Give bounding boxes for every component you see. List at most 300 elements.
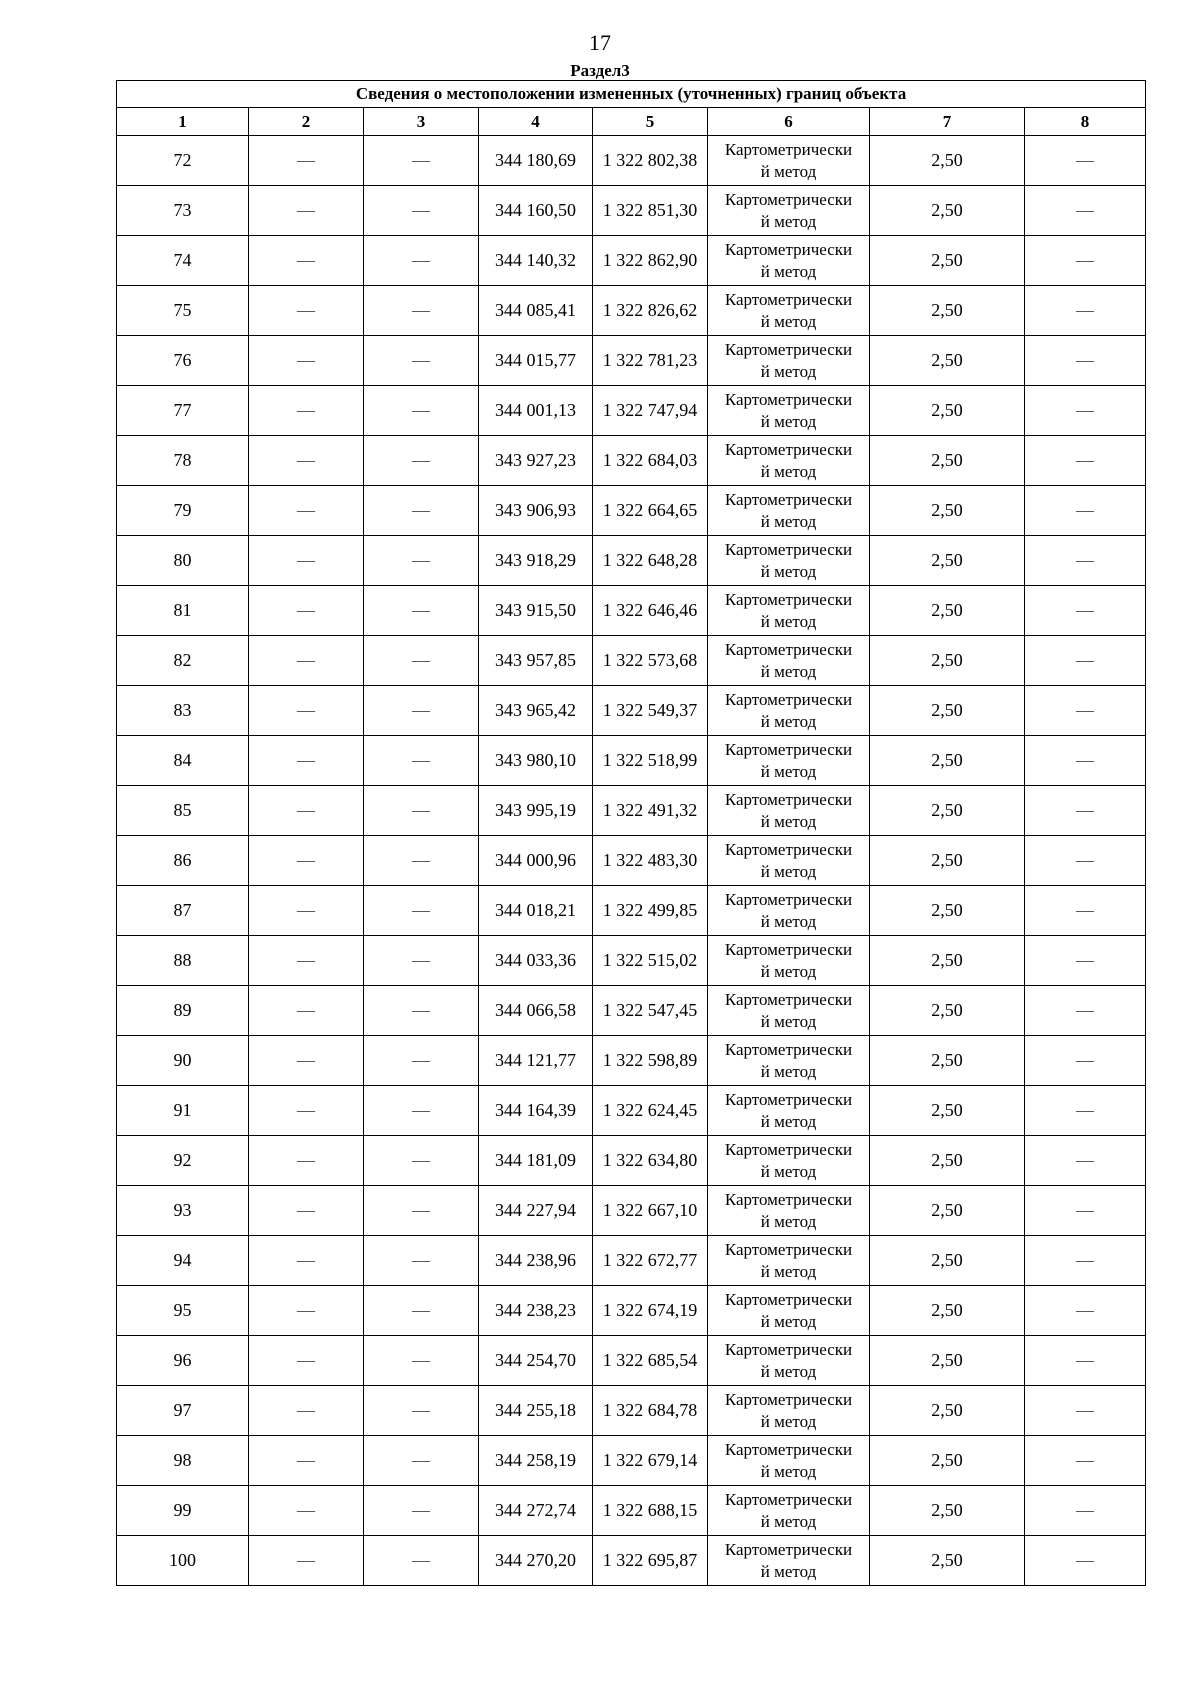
column-8-cell: — <box>1025 536 1146 586</box>
table-body <box>117 136 1146 1586</box>
method-text-line-1: Картометрически <box>724 439 853 459</box>
point-number-cell: 77 <box>117 386 249 436</box>
table-row <box>117 1186 1146 1236</box>
column-header-2: 2 <box>249 108 364 136</box>
accuracy-cell: 2,50 <box>870 536 1025 586</box>
accuracy-cell: 2,50 <box>870 1536 1025 1586</box>
column-8-cell: — <box>1025 186 1146 236</box>
method-text-line-1: Картометрически <box>724 239 853 259</box>
table-row <box>117 886 1146 936</box>
method-text-line-2: й метод <box>760 761 817 781</box>
method-text-line-2: й метод <box>760 611 817 631</box>
column-3-cell: — <box>364 1036 479 1086</box>
y-coordinate-cell: 1 322 573,68 <box>593 636 708 686</box>
method-cell <box>708 836 870 886</box>
y-coordinate-cell: 1 322 674,19 <box>593 1286 708 1336</box>
method-text-line-1: Картометрически <box>724 489 853 509</box>
method-text-line-1: Картометрически <box>724 689 853 709</box>
point-number-cell: 95 <box>117 1286 249 1336</box>
y-coordinate-cell: 1 322 646,46 <box>593 586 708 636</box>
accuracy-cell: 2,50 <box>870 636 1025 686</box>
column-3-cell: — <box>364 436 479 486</box>
table-row <box>117 536 1146 586</box>
accuracy-cell: 2,50 <box>870 736 1025 786</box>
table-row <box>117 386 1146 436</box>
y-coordinate-cell: 1 322 483,30 <box>593 836 708 886</box>
y-coordinate-cell: 1 322 598,89 <box>593 1036 708 1086</box>
column-3-cell: — <box>364 636 479 686</box>
table-row <box>117 1136 1146 1186</box>
method-text-line-2: й метод <box>760 811 817 831</box>
point-number-cell: 80 <box>117 536 249 586</box>
column-2-cell: — <box>249 286 364 336</box>
method-text-line-1: Картометрически <box>724 1389 853 1409</box>
x-coordinate-cell: 343 965,42 <box>479 686 593 736</box>
column-3-cell: — <box>364 686 479 736</box>
column-3-cell: — <box>364 536 479 586</box>
x-coordinate-cell: 344 180,69 <box>479 136 593 186</box>
column-3-cell: — <box>364 1186 479 1236</box>
y-coordinate-cell: 1 322 684,78 <box>593 1386 708 1436</box>
column-8-cell: — <box>1025 1086 1146 1136</box>
column-3-cell: — <box>364 136 479 186</box>
column-8-cell: — <box>1025 286 1146 336</box>
point-number-cell: 100 <box>117 1536 249 1586</box>
method-text-line-1: Картометрически <box>724 1039 853 1059</box>
column-2-cell: — <box>249 1236 364 1286</box>
method-text-line-1: Картометрически <box>724 289 853 309</box>
column-2-cell: — <box>249 636 364 686</box>
column-8-cell: — <box>1025 1436 1146 1486</box>
column-header-5: 5 <box>593 108 708 136</box>
table-row <box>117 1036 1146 1086</box>
column-2-cell: — <box>249 1486 364 1536</box>
column-2-cell: — <box>249 1286 364 1336</box>
y-coordinate-cell: 1 322 648,28 <box>593 536 708 586</box>
method-text-line-1: Картометрически <box>724 1289 853 1309</box>
column-header-row <box>117 108 1146 136</box>
table-row <box>117 786 1146 836</box>
table-row <box>117 136 1146 186</box>
method-text-line-2: й метод <box>760 1311 817 1331</box>
column-8-cell: — <box>1025 1486 1146 1536</box>
column-3-cell: — <box>364 936 479 986</box>
column-2-cell: — <box>249 336 364 386</box>
column-8-cell: — <box>1025 1136 1146 1186</box>
table-row <box>117 736 1146 786</box>
column-8-cell: — <box>1025 1186 1146 1236</box>
column-8-cell: — <box>1025 586 1146 636</box>
method-text-line-1: Картометрически <box>724 189 853 209</box>
table-row <box>117 936 1146 986</box>
x-coordinate-cell: 344 164,39 <box>479 1086 593 1136</box>
column-3-cell: — <box>364 586 479 636</box>
column-2-cell: — <box>249 436 364 486</box>
column-2-cell: — <box>249 1136 364 1186</box>
table-row <box>117 686 1146 736</box>
method-cell <box>708 1486 870 1536</box>
column-3-cell: — <box>364 1436 479 1486</box>
method-text-line-1: Картометрически <box>724 1439 853 1459</box>
method-cell <box>708 186 870 236</box>
column-3-cell: — <box>364 836 479 886</box>
column-3-cell: — <box>364 186 479 236</box>
method-text-line-1: Картометрически <box>724 1339 853 1359</box>
column-3-cell: — <box>364 886 479 936</box>
column-header-4: 4 <box>479 108 593 136</box>
method-text-line-2: й метод <box>760 361 817 381</box>
accuracy-cell: 2,50 <box>870 686 1025 736</box>
column-header-3: 3 <box>364 108 479 136</box>
x-coordinate-cell: 343 995,19 <box>479 786 593 836</box>
method-text-line-1: Картометрически <box>724 1489 853 1509</box>
method-text-line-1: Картометрически <box>724 1139 853 1159</box>
point-number-cell: 90 <box>117 1036 249 1086</box>
point-number-cell: 74 <box>117 236 249 286</box>
column-2-cell: — <box>249 1086 364 1136</box>
x-coordinate-cell: 344 238,96 <box>479 1236 593 1286</box>
column-2-cell: — <box>249 486 364 536</box>
accuracy-cell: 2,50 <box>870 336 1025 386</box>
x-coordinate-cell: 344 066,58 <box>479 986 593 1036</box>
accuracy-cell: 2,50 <box>870 1236 1025 1286</box>
point-number-cell: 97 <box>117 1386 249 1436</box>
y-coordinate-cell: 1 322 549,37 <box>593 686 708 736</box>
accuracy-cell: 2,50 <box>870 1436 1025 1486</box>
column-2-cell: — <box>249 686 364 736</box>
table-caption-row <box>117 81 1146 108</box>
y-coordinate-cell: 1 322 547,45 <box>593 986 708 1036</box>
method-text-line-2: й метод <box>760 1511 817 1531</box>
method-cell <box>708 386 870 436</box>
method-text-line-2: й метод <box>760 461 817 481</box>
column-2-cell: — <box>249 1336 364 1386</box>
method-text-line-1: Картометрически <box>724 589 853 609</box>
table-row <box>117 436 1146 486</box>
y-coordinate-cell: 1 322 802,38 <box>593 136 708 186</box>
point-number-cell: 87 <box>117 886 249 936</box>
x-coordinate-cell: 343 980,10 <box>479 736 593 786</box>
column-8-cell: — <box>1025 136 1146 186</box>
column-3-cell: — <box>364 1536 479 1586</box>
x-coordinate-cell: 344 001,13 <box>479 386 593 436</box>
column-3-cell: — <box>364 286 479 336</box>
point-number-cell: 91 <box>117 1086 249 1136</box>
method-cell <box>708 1236 870 1286</box>
x-coordinate-cell: 344 255,18 <box>479 1386 593 1436</box>
y-coordinate-cell: 1 322 684,03 <box>593 436 708 486</box>
method-cell <box>708 986 870 1036</box>
point-number-cell: 73 <box>117 186 249 236</box>
method-cell <box>708 1536 870 1586</box>
section-title: Раздел3 <box>570 61 630 80</box>
method-cell <box>708 236 870 286</box>
column-3-cell: — <box>364 986 479 1036</box>
accuracy-cell: 2,50 <box>870 436 1025 486</box>
point-number-cell: 85 <box>117 786 249 836</box>
y-coordinate-cell: 1 322 679,14 <box>593 1436 708 1486</box>
table-row <box>117 836 1146 886</box>
point-number-cell: 92 <box>117 1136 249 1186</box>
table-row <box>117 1486 1146 1536</box>
method-text-line-1: Картометрически <box>724 389 853 409</box>
x-coordinate-cell: 344 085,41 <box>479 286 593 336</box>
y-coordinate-cell: 1 322 826,62 <box>593 286 708 336</box>
x-coordinate-cell: 344 238,23 <box>479 1286 593 1336</box>
point-number-cell: 84 <box>117 736 249 786</box>
method-text-line-1: Картометрически <box>724 539 853 559</box>
point-number-cell: 89 <box>117 986 249 1036</box>
x-coordinate-cell: 344 272,74 <box>479 1486 593 1536</box>
method-text-line-2: й метод <box>760 911 817 931</box>
method-text-line-1: Картометрически <box>724 1189 853 1209</box>
column-header-1: 1 <box>117 108 249 136</box>
column-8-cell: — <box>1025 686 1146 736</box>
method-text-line-1: Картометрически <box>724 789 853 809</box>
column-header-7: 7 <box>870 108 1025 136</box>
x-coordinate-cell: 343 918,29 <box>479 536 593 586</box>
column-2-cell: — <box>249 1186 364 1236</box>
x-coordinate-cell: 344 000,96 <box>479 836 593 886</box>
column-3-cell: — <box>364 786 479 836</box>
accuracy-cell: 2,50 <box>870 1386 1025 1436</box>
column-2-cell: — <box>249 536 364 586</box>
column-2-cell: — <box>249 986 364 1036</box>
method-text-line-1: Картометрически <box>724 939 853 959</box>
column-2-cell: — <box>249 1436 364 1486</box>
coordinates-table <box>116 80 1146 1586</box>
accuracy-cell: 2,50 <box>870 1286 1025 1336</box>
column-8-cell: — <box>1025 486 1146 536</box>
x-coordinate-cell: 344 018,21 <box>479 886 593 936</box>
point-number-cell: 75 <box>117 286 249 336</box>
table-row <box>117 236 1146 286</box>
x-coordinate-cell: 344 254,70 <box>479 1336 593 1386</box>
column-2-cell: — <box>249 786 364 836</box>
table-caption: Сведения о местоположении измененных (уточненных) границ объекта <box>117 81 1146 108</box>
x-coordinate-cell: 344 227,94 <box>479 1186 593 1236</box>
x-coordinate-cell: 344 160,50 <box>479 186 593 236</box>
point-number-cell: 76 <box>117 336 249 386</box>
method-cell <box>708 486 870 536</box>
method-cell <box>708 1086 870 1136</box>
accuracy-cell: 2,50 <box>870 386 1025 436</box>
column-8-cell: — <box>1025 236 1146 286</box>
method-text-line-2: й метод <box>760 261 817 281</box>
column-2-cell: — <box>249 936 364 986</box>
point-number-cell: 94 <box>117 1236 249 1286</box>
y-coordinate-cell: 1 322 491,32 <box>593 786 708 836</box>
y-coordinate-cell: 1 322 515,02 <box>593 936 708 986</box>
column-2-cell: — <box>249 1536 364 1586</box>
y-coordinate-cell: 1 322 667,10 <box>593 1186 708 1236</box>
method-text-line-1: Картометрически <box>724 889 853 909</box>
method-cell <box>708 586 870 636</box>
y-coordinate-cell: 1 322 518,99 <box>593 736 708 786</box>
method-text-line-1: Картометрически <box>724 139 853 159</box>
column-3-cell: — <box>364 336 479 386</box>
column-2-cell: — <box>249 136 364 186</box>
column-2-cell: — <box>249 236 364 286</box>
column-3-cell: — <box>364 736 479 786</box>
column-8-cell: — <box>1025 886 1146 936</box>
column-8-cell: — <box>1025 336 1146 386</box>
point-number-cell: 86 <box>117 836 249 886</box>
column-2-cell: — <box>249 736 364 786</box>
table-row <box>117 1436 1146 1486</box>
column-3-cell: — <box>364 1286 479 1336</box>
point-number-cell: 81 <box>117 586 249 636</box>
accuracy-cell: 2,50 <box>870 186 1025 236</box>
method-cell <box>708 1136 870 1186</box>
method-cell <box>708 886 870 936</box>
accuracy-cell: 2,50 <box>870 586 1025 636</box>
table-row <box>117 486 1146 536</box>
method-cell <box>708 786 870 836</box>
point-number-cell: 88 <box>117 936 249 986</box>
column-2-cell: — <box>249 186 364 236</box>
column-8-cell: — <box>1025 436 1146 486</box>
point-number-cell: 99 <box>117 1486 249 1536</box>
point-number-cell: 82 <box>117 636 249 686</box>
column-8-cell: — <box>1025 386 1146 436</box>
method-text-line-2: й метод <box>760 1361 817 1381</box>
method-text-line-2: й метод <box>760 1411 817 1431</box>
column-8-cell: — <box>1025 1536 1146 1586</box>
column-3-cell: — <box>364 486 479 536</box>
method-text-line-2: й метод <box>760 161 817 181</box>
method-cell <box>708 686 870 736</box>
column-8-cell: — <box>1025 1236 1146 1286</box>
table-row <box>117 1086 1146 1136</box>
method-text-line-1: Картометрически <box>724 989 853 1009</box>
method-cell <box>708 136 870 186</box>
column-8-cell: — <box>1025 836 1146 886</box>
method-text-line-2: й метод <box>760 711 817 731</box>
accuracy-cell: 2,50 <box>870 786 1025 836</box>
accuracy-cell: 2,50 <box>870 1086 1025 1136</box>
column-2-cell: — <box>249 1386 364 1436</box>
method-text-line-2: й метод <box>760 1461 817 1481</box>
x-coordinate-cell: 344 140,32 <box>479 236 593 286</box>
column-3-cell: — <box>364 386 479 436</box>
column-header-8: 8 <box>1025 108 1146 136</box>
method-cell <box>708 1186 870 1236</box>
column-2-cell: — <box>249 886 364 936</box>
column-3-cell: — <box>364 236 479 286</box>
method-cell <box>708 1036 870 1086</box>
method-cell <box>708 636 870 686</box>
accuracy-cell: 2,50 <box>870 286 1025 336</box>
method-cell <box>708 736 870 786</box>
table-row <box>117 1286 1146 1336</box>
accuracy-cell: 2,50 <box>870 936 1025 986</box>
accuracy-cell: 2,50 <box>870 1136 1025 1186</box>
method-cell <box>708 536 870 586</box>
accuracy-cell: 2,50 <box>870 886 1025 936</box>
accuracy-cell: 2,50 <box>870 236 1025 286</box>
column-8-cell: — <box>1025 786 1146 836</box>
method-cell <box>708 1436 870 1486</box>
accuracy-cell: 2,50 <box>870 836 1025 886</box>
method-text-line-1: Картометрически <box>724 1239 853 1259</box>
method-cell <box>708 1286 870 1336</box>
method-text-line-1: Картометрически <box>724 639 853 659</box>
page-number: 17 <box>589 30 611 55</box>
x-coordinate-cell: 344 033,36 <box>479 936 593 986</box>
column-2-cell: — <box>249 386 364 436</box>
method-text-line-2: й метод <box>760 1011 817 1031</box>
y-coordinate-cell: 1 322 781,23 <box>593 336 708 386</box>
point-number-cell: 78 <box>117 436 249 486</box>
accuracy-cell: 2,50 <box>870 986 1025 1036</box>
x-coordinate-cell: 343 927,23 <box>479 436 593 486</box>
y-coordinate-cell: 1 322 747,94 <box>593 386 708 436</box>
method-text-line-1: Картометрически <box>724 839 853 859</box>
column-8-cell: — <box>1025 636 1146 686</box>
column-8-cell: — <box>1025 1286 1146 1336</box>
accuracy-cell: 2,50 <box>870 1486 1025 1536</box>
point-number-cell: 79 <box>117 486 249 536</box>
x-coordinate-cell: 344 015,77 <box>479 336 593 386</box>
column-8-cell: — <box>1025 936 1146 986</box>
column-3-cell: — <box>364 1486 479 1536</box>
accuracy-cell: 2,50 <box>870 1336 1025 1386</box>
table-row <box>117 986 1146 1036</box>
y-coordinate-cell: 1 322 695,87 <box>593 1536 708 1586</box>
column-8-cell: — <box>1025 1386 1146 1436</box>
method-cell <box>708 1336 870 1386</box>
table-row <box>117 1536 1146 1586</box>
x-coordinate-cell: 344 121,77 <box>479 1036 593 1086</box>
method-text-line-2: й метод <box>760 1111 817 1131</box>
x-coordinate-cell: 343 957,85 <box>479 636 593 686</box>
column-8-cell: — <box>1025 1036 1146 1086</box>
method-text-line-2: й метод <box>760 1561 817 1581</box>
accuracy-cell: 2,50 <box>870 1036 1025 1086</box>
column-2-cell: — <box>249 836 364 886</box>
x-coordinate-cell: 344 270,20 <box>479 1536 593 1586</box>
x-coordinate-cell: 344 181,09 <box>479 1136 593 1186</box>
table-row <box>117 336 1146 386</box>
column-3-cell: — <box>364 1136 479 1186</box>
method-cell <box>708 436 870 486</box>
column-3-cell: — <box>364 1086 479 1136</box>
method-text-line-2: й метод <box>760 511 817 531</box>
method-text-line-1: Картометрически <box>724 1089 853 1109</box>
y-coordinate-cell: 1 322 851,30 <box>593 186 708 236</box>
method-cell <box>708 1386 870 1436</box>
method-text-line-1: Картометрически <box>724 339 853 359</box>
y-coordinate-cell: 1 322 862,90 <box>593 236 708 286</box>
method-cell <box>708 936 870 986</box>
y-coordinate-cell: 1 322 685,54 <box>593 1336 708 1386</box>
column-8-cell: — <box>1025 1336 1146 1386</box>
table-row <box>117 586 1146 636</box>
method-text-line-2: й метод <box>760 411 817 431</box>
point-number-cell: 72 <box>117 136 249 186</box>
point-number-cell: 96 <box>117 1336 249 1386</box>
x-coordinate-cell: 344 258,19 <box>479 1436 593 1486</box>
column-3-cell: — <box>364 1386 479 1436</box>
method-text-line-2: й метод <box>760 661 817 681</box>
table-row <box>117 1386 1146 1436</box>
table-row <box>117 1236 1146 1286</box>
method-cell <box>708 336 870 386</box>
table-row <box>117 186 1146 236</box>
column-2-cell: — <box>249 1036 364 1086</box>
table-row <box>117 636 1146 686</box>
